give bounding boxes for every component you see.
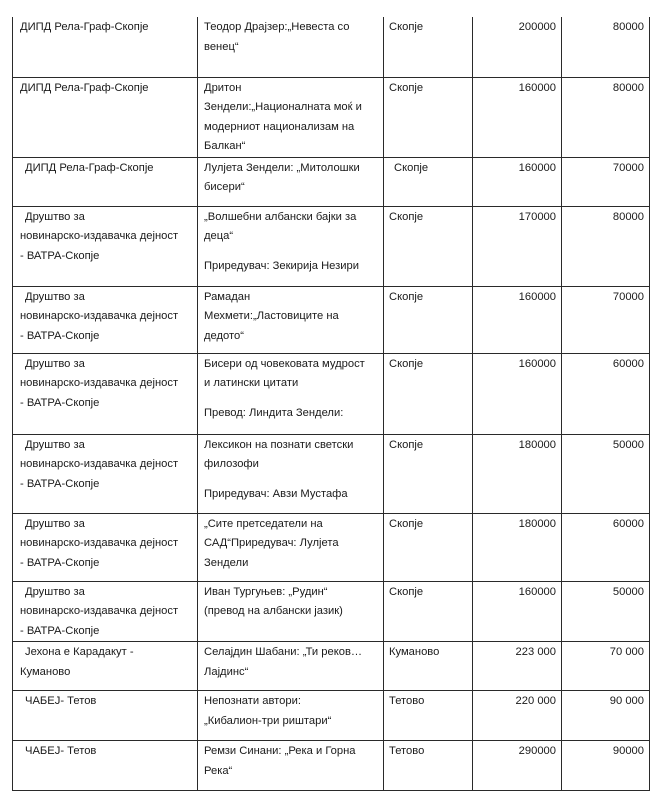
publisher-text: Друштво за xyxy=(25,210,85,223)
amount-total-cell xyxy=(473,581,562,642)
title-text: Иван Тургуњев: „Рудин“ xyxy=(204,585,328,598)
title-cell xyxy=(198,157,384,206)
amount-total-cell xyxy=(473,286,562,353)
publisher-text: Куманово xyxy=(20,665,71,678)
title-text: Зендели:„Националната моќ и xyxy=(204,101,362,113)
amount-total: 223 000 xyxy=(515,646,556,658)
title-cell xyxy=(198,77,384,157)
city-text: Скопје xyxy=(394,161,429,174)
publisher-cell xyxy=(13,206,198,286)
title-text: деца“ xyxy=(204,230,234,242)
publisher-cell xyxy=(13,741,198,791)
amount-granted-cell xyxy=(562,17,650,77)
amount-total: 290000 xyxy=(518,745,556,757)
city-cell xyxy=(384,206,473,286)
publisher-cell xyxy=(13,353,198,434)
editor-note: Приредувач: Авзи Мустафа xyxy=(204,487,348,500)
amount-granted: 80000 xyxy=(612,210,644,223)
amount-granted-cell xyxy=(562,581,650,642)
table-row xyxy=(13,691,650,741)
publisher-cell xyxy=(13,691,198,741)
publisher-text: ДИПД Рела-Граф-Скопје xyxy=(20,81,149,94)
city-cell xyxy=(384,77,473,157)
publisher-text: Друштво за xyxy=(25,438,85,451)
amount-granted: 60000 xyxy=(612,517,644,530)
amount-total: 200000 xyxy=(518,21,556,33)
publisher-text: - ВАТРА-Скопје xyxy=(20,556,100,569)
title-text: Бисери од човековата мудрост xyxy=(204,357,365,370)
amount-total-cell xyxy=(473,691,562,741)
table-row xyxy=(13,642,650,691)
amount-total: 160000 xyxy=(518,357,556,370)
title-cell xyxy=(198,741,384,791)
spacer xyxy=(204,394,377,404)
city-cell xyxy=(384,434,473,513)
amount-total-cell xyxy=(473,157,562,206)
title-text: Река“ xyxy=(204,764,233,777)
publisher-text: новинарско-издавачка дејност xyxy=(20,537,179,549)
table-row xyxy=(13,741,650,791)
amount-granted: 50000 xyxy=(612,585,644,598)
amount-granted-cell xyxy=(562,513,650,581)
amount-total-cell xyxy=(473,434,562,513)
city-text: Тетово xyxy=(389,745,425,757)
amount-total: 180000 xyxy=(518,438,556,451)
publisher-text: Друштво за xyxy=(25,517,85,530)
city-text: Скопје xyxy=(389,357,424,370)
amount-granted-cell xyxy=(562,77,650,157)
title-text: венец“ xyxy=(204,40,239,53)
title-cell xyxy=(198,691,384,741)
table-row xyxy=(13,206,650,286)
amount-total: 220 000 xyxy=(515,695,556,707)
title-text: Балкан“ xyxy=(204,140,246,152)
city-cell xyxy=(384,691,473,741)
publisher-text: новинарско-издавачка дејност xyxy=(20,605,179,617)
publisher-text: ДИПД Рела-Граф-Скопје xyxy=(25,161,154,174)
title-text: Непознати автори: xyxy=(204,695,301,707)
table-row xyxy=(13,353,650,434)
publisher-text: - ВАТРА-Скопје xyxy=(20,329,100,342)
amount-granted: 90 000 xyxy=(609,695,644,707)
amount-granted: 90000 xyxy=(612,745,644,757)
title-text: САД“Приредувач: Лулјета xyxy=(204,537,339,549)
title-cell xyxy=(198,353,384,434)
title-text: Ремзи Синани: „Река и Горна xyxy=(204,745,356,757)
amount-granted: 50000 xyxy=(612,438,644,451)
amount-total-cell xyxy=(473,642,562,691)
title-text: Дритон xyxy=(204,81,242,94)
spacer xyxy=(204,247,377,257)
publisher-text: новинарско-издавачка дејност xyxy=(20,377,179,389)
title-cell xyxy=(198,286,384,353)
title-text: „Волшебни албански бајки за xyxy=(204,210,357,223)
title-text: Лулјета Зендели: „Митолошки xyxy=(204,161,360,174)
title-text: Мехмети:„Ластовиците на xyxy=(204,310,339,322)
publisher-text: - ВАТРА-Скопје xyxy=(20,396,100,409)
city-text: Скопје xyxy=(389,517,424,530)
table-body xyxy=(13,17,650,791)
title-cell xyxy=(198,513,384,581)
amount-total: 170000 xyxy=(518,210,556,223)
amount-granted-cell xyxy=(562,434,650,513)
amount-granted: 70000 xyxy=(612,161,644,174)
title-text: Лексикон на познати светски xyxy=(204,438,354,451)
amount-granted: 60000 xyxy=(612,357,644,370)
table-row xyxy=(13,434,650,513)
amount-total: 160000 xyxy=(518,290,556,303)
table-row xyxy=(13,286,650,353)
amount-total-cell xyxy=(473,77,562,157)
title-text: Селајдин Шабани: „Ти реков… xyxy=(204,646,363,658)
publisher-text: - ВАТРА-Скопје xyxy=(20,249,100,262)
amount-granted-cell xyxy=(562,157,650,206)
amount-total: 160000 xyxy=(518,81,556,94)
publisher-text: - ВАТРА-Скопје xyxy=(20,624,100,637)
publisher-text: новинарско-издавачка дејност xyxy=(20,458,179,470)
city-text: Скопје xyxy=(389,81,424,94)
amount-total: 160000 xyxy=(518,161,556,174)
city-cell xyxy=(384,642,473,691)
city-cell xyxy=(384,17,473,77)
title-text: Теодор Драјзер:„Невеста со xyxy=(204,21,350,33)
publisher-text: - ВАТРА-Скопје xyxy=(20,477,100,490)
city-text: Скопје xyxy=(389,290,424,303)
title-text: и латински цитати xyxy=(204,377,299,389)
table-row xyxy=(13,157,650,206)
title-text: Лајдинс“ xyxy=(204,665,249,678)
publisher-text: ЧАБЕЈ- Тетов xyxy=(25,745,97,757)
title-text: (превод на албански јазик) xyxy=(204,605,343,617)
title-cell xyxy=(198,17,384,77)
spacer xyxy=(204,475,377,485)
title-cell xyxy=(198,206,384,286)
city-text: Тетово xyxy=(389,695,425,707)
publisher-cell xyxy=(13,286,198,353)
title-cell xyxy=(198,434,384,513)
title-text: „Кибалион-три риштари“ xyxy=(204,714,332,727)
city-cell xyxy=(384,513,473,581)
amount-granted-cell xyxy=(562,642,650,691)
title-text: Зендели xyxy=(204,556,249,569)
table-row xyxy=(13,581,650,642)
amount-total-cell xyxy=(473,353,562,434)
city-cell xyxy=(384,353,473,434)
amount-granted-cell xyxy=(562,741,650,791)
title-text: филозофи xyxy=(204,458,259,470)
amount-granted: 70 000 xyxy=(609,646,644,658)
amount-granted-cell xyxy=(562,286,650,353)
publisher-text: ДИПД Рела-Граф-Скопје xyxy=(20,21,149,33)
city-text: Скопје xyxy=(389,438,424,451)
publisher-text: Јехона е Карадакут - xyxy=(25,646,134,658)
title-cell xyxy=(198,581,384,642)
amount-total: 160000 xyxy=(518,585,556,598)
city-text: Скопје xyxy=(389,21,424,33)
publisher-cell xyxy=(13,77,198,157)
amount-granted: 80000 xyxy=(612,81,644,94)
city-cell xyxy=(384,286,473,353)
publisher-cell xyxy=(13,17,198,77)
title-text: бисери“ xyxy=(204,181,245,193)
publisher-cell xyxy=(13,513,198,581)
amount-granted-cell xyxy=(562,206,650,286)
publisher-cell xyxy=(13,642,198,691)
amount-total: 180000 xyxy=(518,517,556,530)
publisher-cell xyxy=(13,434,198,513)
amount-granted: 70000 xyxy=(612,290,644,303)
table-row xyxy=(13,513,650,581)
amount-total-cell xyxy=(473,17,562,77)
editor-note: Превод: Линдита Зендели: xyxy=(204,406,344,419)
publisher-cell xyxy=(13,157,198,206)
title-text: „Сите претседатели на xyxy=(204,517,323,530)
title-text: дедото“ xyxy=(204,329,244,342)
title-cell xyxy=(198,642,384,691)
publisher-text: Друштво за xyxy=(25,290,85,303)
publisher-text: Друштво за xyxy=(25,357,85,370)
amount-granted-cell xyxy=(562,691,650,741)
amount-total-cell xyxy=(473,206,562,286)
amount-total-cell xyxy=(473,513,562,581)
grants-table xyxy=(12,17,650,791)
publisher-text: новинарско-издавачка дејност xyxy=(20,230,179,242)
city-text: Скопје xyxy=(389,585,424,598)
table-row xyxy=(13,17,650,77)
city-cell xyxy=(384,741,473,791)
amount-total-cell xyxy=(473,741,562,791)
publisher-text: новинарско-издавачка дејност xyxy=(20,310,179,322)
publisher-cell xyxy=(13,581,198,642)
city-cell xyxy=(384,581,473,642)
city-text: Куманово xyxy=(389,646,440,658)
city-text: Скопје xyxy=(389,210,424,223)
title-text: модерниот национализам на xyxy=(204,120,355,133)
publisher-text: ЧАБЕЈ- Тетов xyxy=(25,695,97,707)
table-row xyxy=(13,77,650,157)
title-text: Рамадан xyxy=(204,290,251,303)
editor-note: Приредувач: Зекирија Незири xyxy=(204,259,359,272)
publisher-text: Друштво за xyxy=(25,585,85,598)
city-cell xyxy=(384,157,473,206)
amount-granted-cell xyxy=(562,353,650,434)
amount-granted: 80000 xyxy=(612,21,644,33)
